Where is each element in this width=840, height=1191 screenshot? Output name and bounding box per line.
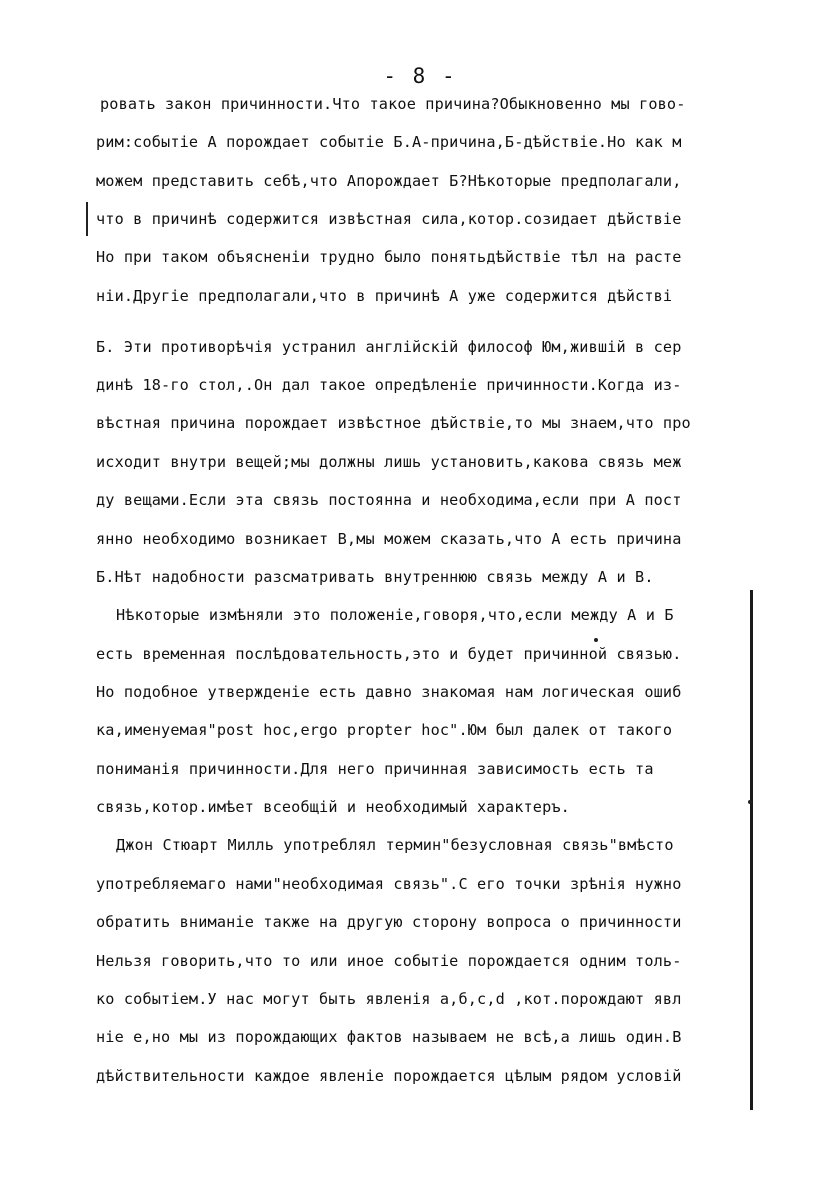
text-line: ровать закон причинности.Что такое причина?Обыкновенно мы гово- bbox=[100, 95, 686, 113]
ink-speck bbox=[748, 800, 752, 804]
page-number: - 8 - bbox=[383, 64, 457, 88]
text-line: дѣйствительности каждое явленіе порождается цѣлым рядом условій bbox=[96, 1067, 682, 1085]
ink-speck bbox=[594, 638, 598, 642]
text-line: янно необходимо возникает В,мы можем сказать,что А есть причина bbox=[96, 530, 682, 548]
text-line: исходит внутри вещей;мы должны лишь установить,какова связь меж bbox=[96, 453, 682, 471]
text-line: что в причинѣ содержится извѣстная сила,котор.созидает дѣйствіе bbox=[96, 210, 682, 228]
text-line: ніи.Другіе предполагали,что в причинѣ А уже содержится дѣйстві bbox=[96, 287, 673, 305]
text-line: Б. Эти противорѣчія устранил англійскій философ Юм,жившій в сер bbox=[96, 338, 682, 356]
text-line: Джон Стюарт Милль употреблял термин"безусловная связь"вмѣсто bbox=[116, 836, 674, 854]
text-line: рим:событіе А порождает событіе Б.А-причина,Б-дѣйствіе.Но как м bbox=[96, 133, 682, 151]
text-line: ко событіем.У нас могут быть явленія а,б,с,d ,кот.порождают явл bbox=[96, 990, 682, 1008]
text-line: вѣстная причина порождает извѣстное дѣйствіе,то мы знаем,что про bbox=[96, 414, 691, 432]
text-line: ду вещами.Если эта связь постоянна и необходима,если при А пост bbox=[96, 491, 682, 509]
text-line: можем представить себѣ,что Апорождает Б?Нѣкоторые предполагали, bbox=[96, 172, 682, 190]
text-line: Нельзя говорить,что то или иное событіе порождается одним толь- bbox=[96, 952, 682, 970]
text-line: есть временная послѣдовательность,это и будет причинной связью. bbox=[96, 645, 682, 663]
text-line: пониманія причинности.Для него причинная зависимость есть та bbox=[96, 760, 654, 778]
margin-mark bbox=[86, 202, 88, 236]
text-line: употребляемаго нами"необходимая связь".С его точки зрѣнія нужно bbox=[96, 875, 682, 893]
text-line: Б.Нѣт надобности разсматривать внутреннюю связь между А и В. bbox=[96, 568, 654, 586]
text-line: Но подобное утвержденіе есть давно знакомая нам логическая ошиб bbox=[96, 683, 682, 701]
text-line: Нѣкоторые измѣняли это положеніе,говоря,что,если между А и Б bbox=[116, 606, 674, 624]
text-line: связь,котор.имѣет всеобщій и необходимый характеръ. bbox=[96, 798, 570, 816]
text-line: Но при таком объясненіи трудно было понятьдѣйствіе тѣл на расте bbox=[96, 248, 682, 266]
text-line: обратить вниманіе также на другую сторону вопроса о причинности bbox=[96, 913, 682, 931]
text-line: ка,именуемая"post hoc,ergo propter hoc".Юм был далек от такого bbox=[96, 721, 673, 739]
text-line: ніе е,но мы из порождающих фактов называем не всѣ,а лишь один.В bbox=[96, 1028, 682, 1046]
text-line: динѣ 18-го стол,.Он дал такое опредѣленіе причинности.Когда из- bbox=[96, 376, 682, 394]
